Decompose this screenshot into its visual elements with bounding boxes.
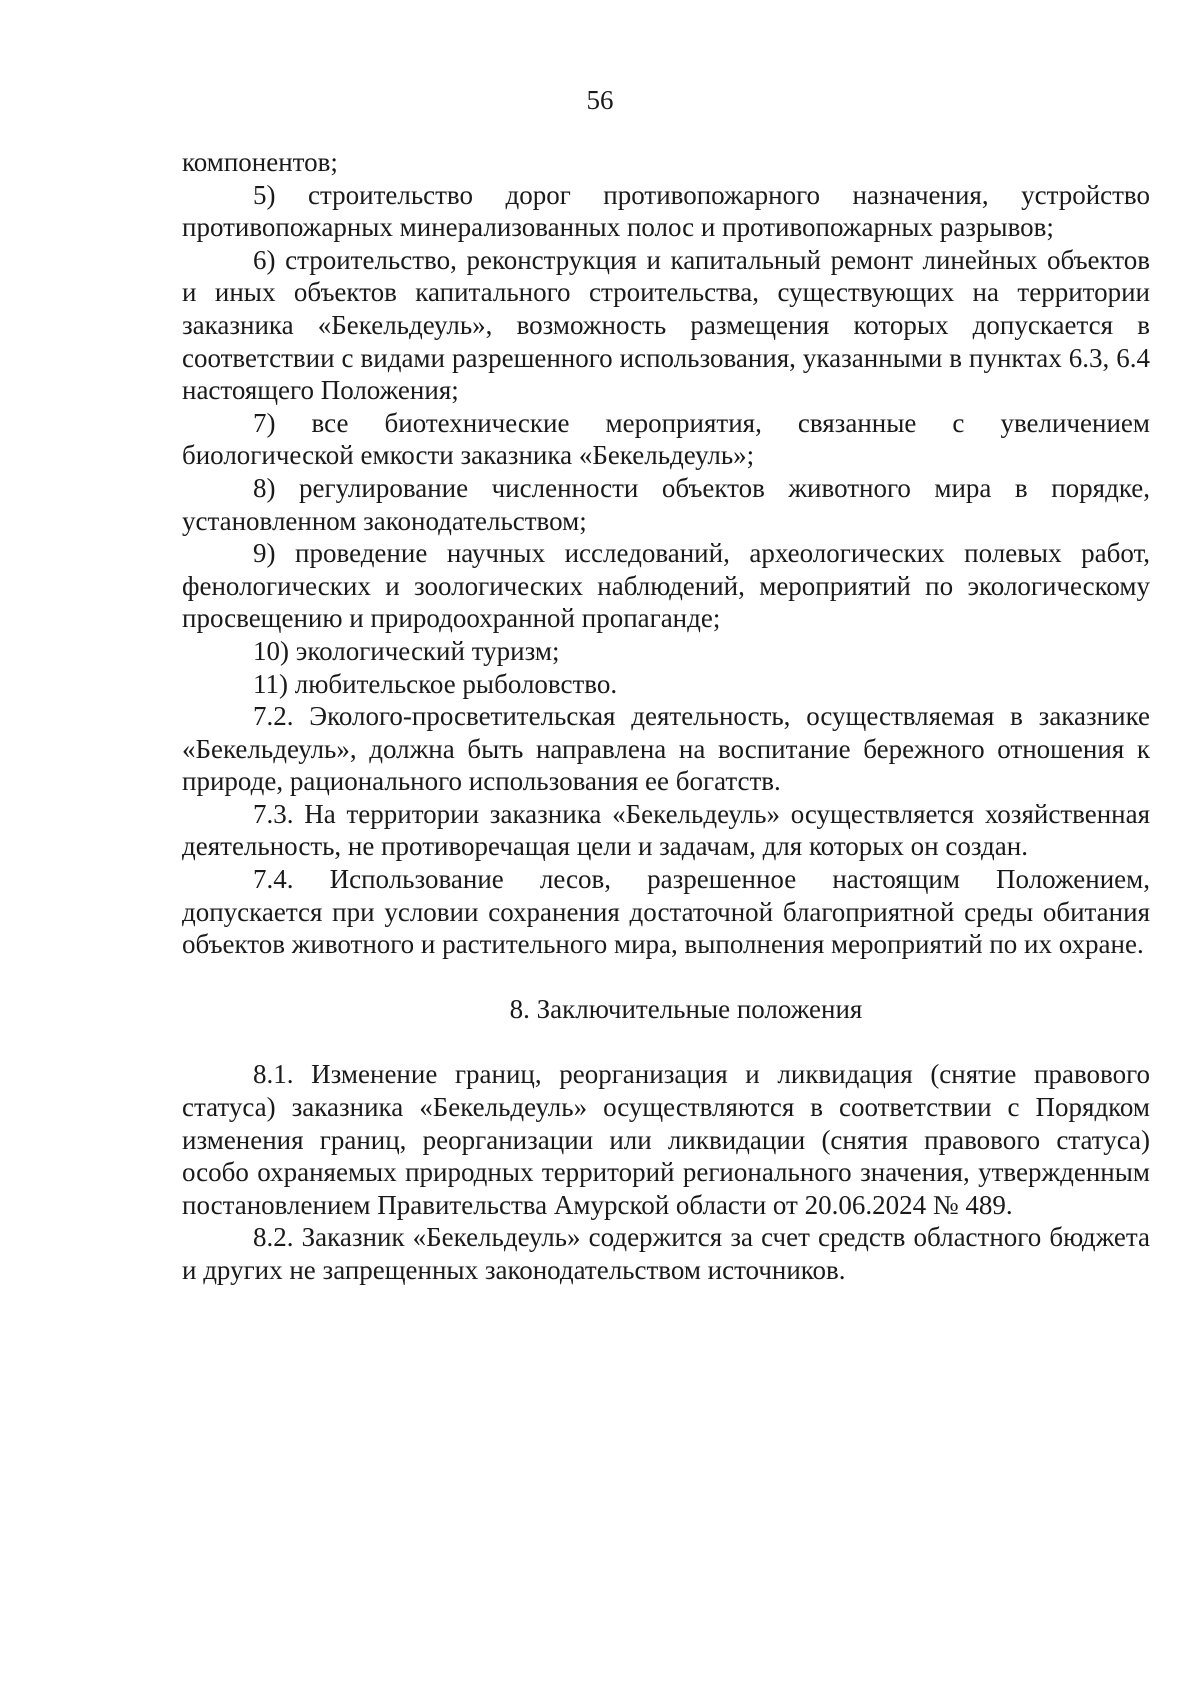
paragraph: 8.2. Заказник «Бекельдеуль» содержится за счет средств областного бюджета и других не запрещенных законодательством источников.: [182, 1222, 1150, 1285]
paragraph: 7.2. Эколого-просветительская деятельность, осуществляемая в заказнике «Бекельдеуль», должна быть направлена на воспитание бережного отношения к природе, рационального использования ее богатств.: [182, 701, 1150, 797]
paragraph: компонентов;: [182, 147, 338, 177]
paragraph: 8) регулирование численности объектов животного мира в порядке, установленном законодательством;: [182, 472, 1150, 536]
document-body: [182, 146, 1150, 1287]
paragraph: 10) экологический туризм;: [253, 635, 560, 666]
paragraph: 7.3. На территории заказника «Бекельдеуль» осуществляется хозяйственная деятельность, не противоречащая цели и задачам, для которых он создан.: [182, 798, 1150, 862]
page-number: 56: [586, 85, 614, 115]
paragraph: 5) строительство дорог противопожарного назначения, устройство противопожарных минерализованных полос и противопожарных разрывов;: [182, 179, 1150, 243]
paragraph: 11) любительское рыболовство.: [253, 668, 618, 699]
paragraph: 8.1. Изменение границ, реорганизация и ликвидация (снятие правового статуса) заказника «Бекельдеуль» осуществляются в соответствии с Порядком изменения границ, реорганизации или ликвидации (снятия правового статуса) особо охраняемых природных территорий регионального значения, утвержденным постановлением Правительства Амурской области от 20.06.2024 № 489.: [182, 1059, 1150, 1220]
paragraph: 6) строительство, реконструкция и капитальный ремонт линейных объектов и иных объектов капитального строительства, существующих на территории заказника «Бекельдеуль», возможность размещения которых допускается в соответствии с видами разрешенного использования, указанными в пунктах 6.3, 6.4 настоящего Положения;: [182, 244, 1150, 406]
paragraph: 7) все биотехнические мероприятия, связанные с увеличением биологической емкости заказника «Бекельдеуль»;: [182, 407, 1150, 471]
paragraph: 7.4. Использование лесов, разрешенное настоящим Положением, допускается при условии сохранения достаточной благоприятной среды обитания объектов животного и растительного мира, выполнения мероприятий по их охране.: [182, 864, 1150, 960]
paragraph: 9) проведение научных исследований, археологических полевых работ, фенологических и зоологических наблюдений, мероприятий по экологическому просвещению и природоохранной пропаганде;: [182, 538, 1150, 634]
section-heading: 8. Заключительные положения: [509, 993, 863, 1024]
